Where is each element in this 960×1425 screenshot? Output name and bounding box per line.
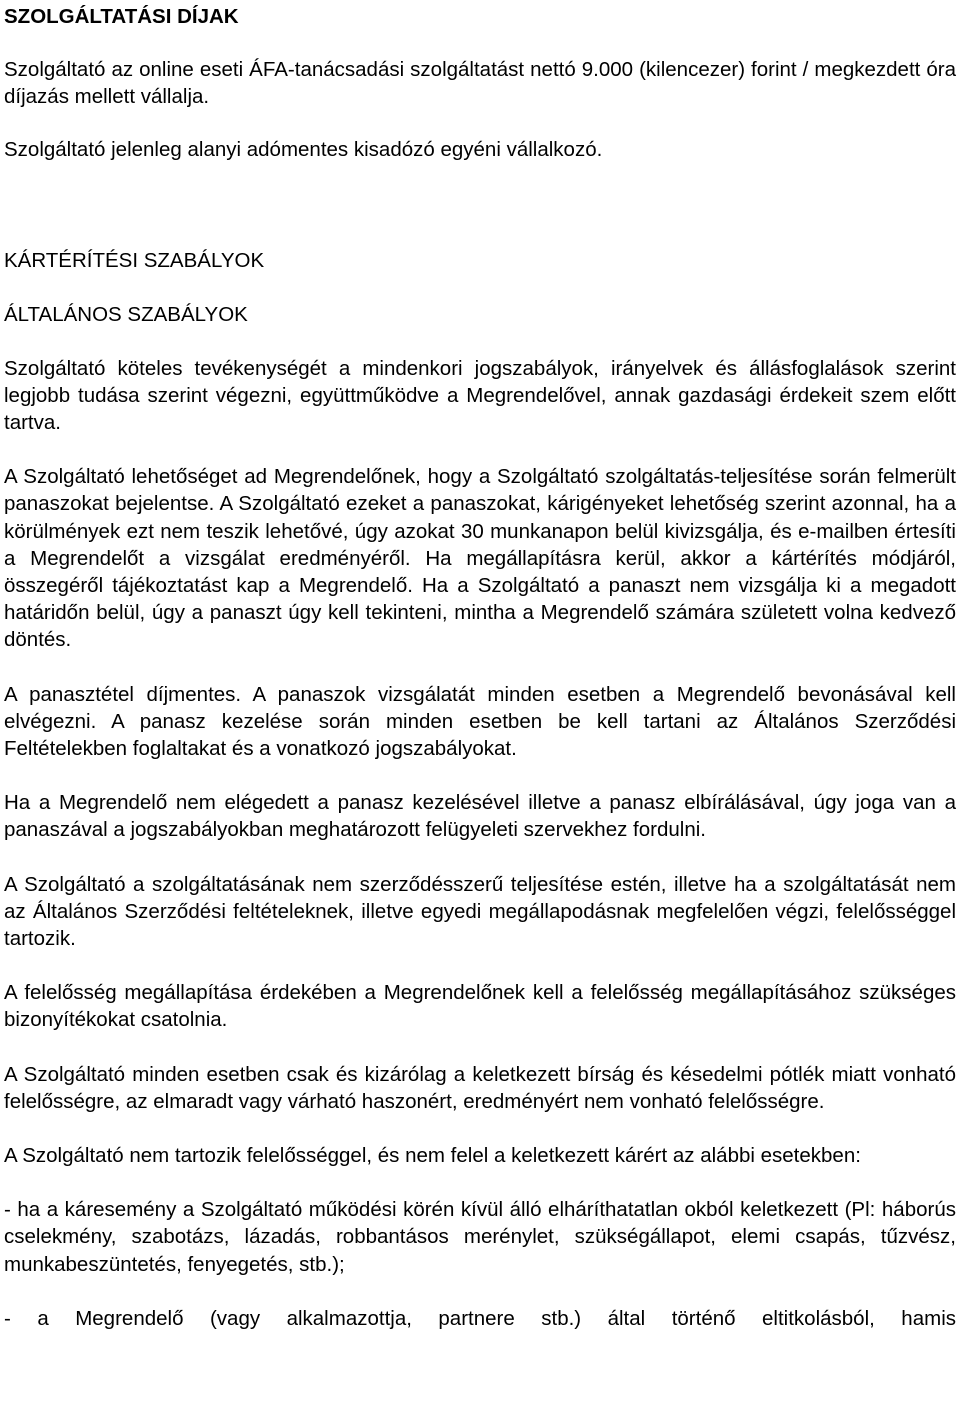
list-item-concealment: - a Megrendelő (vagy alkalmazottja, partnere stb.) által történő eltitkolásból, hamis [4, 1306, 956, 1330]
list-item-force-majeure: - ha a káresemény a Szolgáltató működési körén kívül álló elháríthatatlan okból keletkezett (Pl: háborús cselekmény, szabotázs, lázadás, robbantásos merénylet, szükségállapot, elemi csapás, tűzvész, munkabeszüntetés, fenyegetés, stb.); [4, 1198, 956, 1276]
paragraph-complaints: A Szolgáltató lehetőséget ad Megrendelőnek, hogy a Szolgáltató szolgáltatás-teljesítése során felmerült panaszokat bejelentse. A Szolgáltató ezeket a panaszokat, kárigényeket lehetőség szerint azonnal, ha a körülmények ezt nem teszik lehetővé, úgy azokat 30 munkanapon belül kivizsgálja, és e-mailben értesíti a Megrendelőt a vizsgálat eredményéről. Ha megállapításra kerül, akkor a kártérítés módjáról, összegéről tájékoztatást kap a Megrendelő. Ha a Szolgáltató a panaszt nem vizsgálja ki a megadott határidőn belül, úgy a panaszt úgy kell tekinteni, mintha a Megrendelő számára született volna kedvező döntés. [4, 465, 956, 652]
paragraph-liability: A Szolgáltató a szolgáltatásának nem szerződésszerű teljesítése estén, illetve ha a szolgáltatását nem az Általános Szerződési feltételeknek, illetve egyedi megállapodásnak megfelelően végzi, felelősséggel tartozik. [4, 872, 956, 951]
heading-damage-rules: KÁRTÉRÍTÉSI SZABÁLYOK [4, 248, 265, 272]
paragraph-penalty-only: A Szolgáltató minden esetben csak és kizárólag a keletkezett bírság és késedelmi pótlék miatt vonható felelősségre, az elmaradt vagy várható haszonért, eredményért nem vonható felelősségre. [4, 1062, 956, 1113]
paragraph-fee: Szolgáltató az online eseti ÁFA-tanácsadási szolgáltatást nettó 9.000 (kilencezer) forint / megkezdett óra díjazás mellett vállalja. [4, 58, 956, 109]
paragraph-obligations: Szolgáltató köteles tevékenységét a mindenkori jogszabályok, irányelvek és állásfoglalások szerint legjobb tudása szerint végezni, együttműködve a Megrendelővel, annak gazdasági érdekeit szem előtt tartva. [4, 356, 956, 435]
paragraph-complaint-free: A panasztétel díjmentes. A panaszok vizsgálatát minden esetben a Megrendelő bevonásával kell elvégezni. A panasz kezelése során minden esetben be kell tartani az Általános Szerződési Feltételekben foglaltakat és a vonatkozó jogszabályokat. [4, 682, 956, 761]
paragraph-supervisory: Ha a Megrendelő nem elégedett a panasz kezelésével illetve a panasz elbírálásával, úgy joga van a panaszával a jogszabályokban meghatározott felügyeleti szervekhez fordulni. [4, 791, 956, 842]
paragraph-evidence: A felelősség megállapítása érdekében a Megrendelőnek kell a felelősség megállapításához szükséges bizonyítékokat csatolnia. [4, 981, 956, 1032]
heading-service-fees: SZOLGÁLTATÁSI DÍJAK [4, 5, 239, 28]
paragraph-exclusions: A Szolgáltató nem tartozik felelősséggel, és nem felel a keletkezett kárért az alábbi esetekben: [4, 1144, 861, 1168]
paragraph-tax-status: Szolgáltató jelenleg alanyi adómentes kisadózó egyéni vállalkozó. [4, 138, 603, 162]
heading-general-rules: ÁLTALÁNOS SZABÁLYOK [4, 302, 248, 326]
